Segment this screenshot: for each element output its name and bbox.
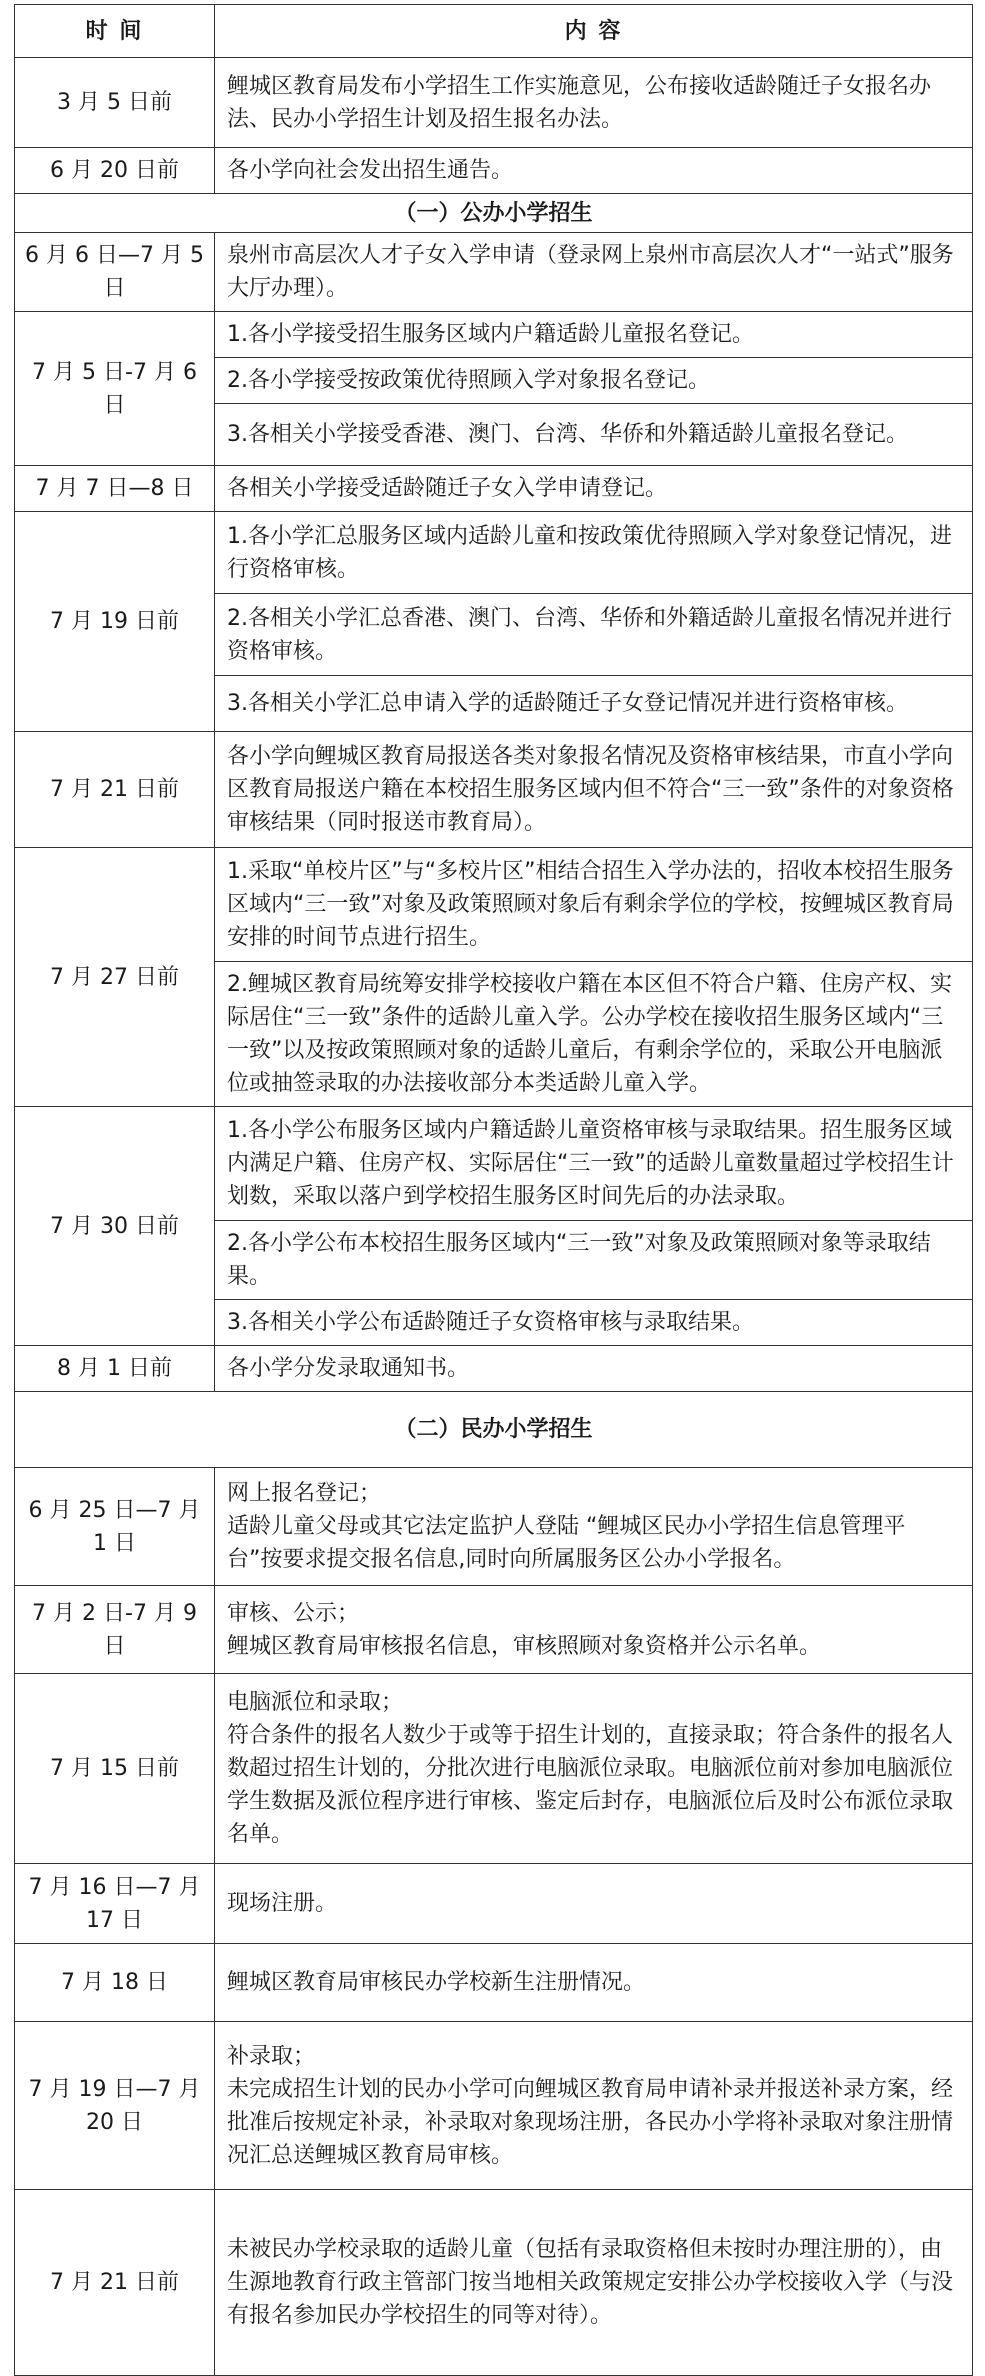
- row-content: 泉州市高层次人才子女入学申请（登录网上泉州市高层次人才“一站式”服务大厅办理）。: [215, 233, 973, 312]
- row-content: 各相关小学接受适龄随迁子女入学申请登记。: [215, 466, 973, 512]
- enrollment-schedule-table: [14, 4, 973, 2376]
- table-row: [15, 1944, 973, 2022]
- row-content: 各小学分发录取通知书。: [215, 1346, 973, 1392]
- row-content: [215, 1674, 973, 1864]
- row-line: 网上报名登记；: [227, 1481, 382, 1506]
- row-time: 7 月 15 日前: [15, 1674, 215, 1864]
- table-header-row: [15, 5, 973, 58]
- row-content: 鲤城区教育局发布小学招生工作实施意见，公布接收适龄随迁子女报名办法、民办小学招生计划及招生报名办法。: [215, 58, 973, 148]
- table-row: [15, 1107, 973, 1221]
- row-line: 未完成招生计划的民办小学可向鲤城区教育局申请补录并报送补录方案，经批准后按规定补录，补录取对象现场注册，各民办小学将补录取对象注册情况汇总送鲤城区教育局审核。: [227, 2076, 954, 2168]
- row-content: 3.各相关小学接受香港、澳门、台湾、华侨和外籍适龄儿童报名登记。: [215, 404, 973, 466]
- row-time: 3 月 5 日前: [15, 58, 215, 148]
- row-content: 1.各小学公布服务区域内户籍适龄儿童资格审核与录取结果。招生服务区域内满足户籍、住房产权、实际居住“三一致”的适龄儿童数量超过学校招生计划数，采取以落户到学校招生服务区时间先后的办法录取。: [215, 1107, 973, 1221]
- row-content: 2.各小学接受按政策优待照顾入学对象报名登记。: [215, 358, 973, 404]
- row-content: [215, 2022, 973, 2190]
- row-content: 1.各小学接受招生服务区域内户籍适龄儿童报名登记。: [215, 312, 973, 358]
- row-line: 补录取；: [227, 2043, 316, 2069]
- row-content: 3.各相关小学公布适龄随迁子女资格审核与录取结果。: [215, 1300, 973, 1346]
- row-content: 1.各小学汇总服务区域内适龄儿童和按政策优待照顾入学对象登记情况，进行资格审核。: [215, 512, 973, 594]
- table-row: [15, 2190, 973, 2376]
- table-row: [15, 233, 973, 312]
- row-line: 适龄儿童父母或其它法定监护人登陆 “鲤城区民办小学招生信息管理平台”按要求提交报名信息,同时向所属服务区公办小学报名。: [227, 1514, 906, 1572]
- table-row: [15, 58, 973, 148]
- row-content: 各小学向鲤城区教育局报送各类对象报名情况及资格审核结果，市直小学向区教育局报送户籍在本校招生服务区域内但不符合“三一致”条件的对象资格审核结果（同时报送市教育局）。: [215, 732, 973, 848]
- table-row: [15, 2022, 973, 2190]
- row-time: 6 月 25 日—7 月 1 日: [15, 1468, 215, 1586]
- row-content: 2.鲤城区教育局统筹安排学校接收户籍在本区但不符合户籍、住房产权、实际居住“三一致”条件的适龄儿童入学。公办学校在接收招生服务区域内“三一致”以及按政策照顾对象的适龄儿童后，有剩余学位的，采取公开电脑派位或抽签录取的办法接收部分本类适龄儿童入学。: [215, 962, 973, 1107]
- header-time: 时 间: [15, 5, 215, 58]
- row-content: 2.各相关小学汇总香港、澳门、台湾、华侨和外籍适龄儿童报名情况并进行资格审核。: [215, 594, 973, 676]
- table-row: [15, 732, 973, 848]
- table-row: [15, 312, 973, 358]
- row-time: 7 月 2 日-7 月 9 日: [15, 1586, 215, 1674]
- row-time: 7 月 18 日: [15, 1944, 215, 2022]
- section-title-private: （二）民办小学招生: [15, 1392, 973, 1468]
- row-line: 审核、公示；: [227, 1600, 360, 1626]
- table-row: [15, 1346, 973, 1392]
- row-time: 6 月 20 日前: [15, 148, 215, 194]
- row-content: [215, 1468, 973, 1586]
- row-line: 鲤城区教育局审核报名信息，审核照顾对象资格并公示名单。: [227, 1633, 822, 1659]
- row-time: 7 月 30 日前: [15, 1107, 215, 1346]
- row-content: [215, 1586, 973, 1674]
- row-time: 7 月 19 日—7 月 20 日: [15, 2022, 215, 2190]
- row-content: 各小学向社会发出招生通告。: [215, 148, 973, 194]
- row-time: 7 月 5 日-7 月 6 日: [15, 312, 215, 466]
- row-content: 2.各小学公布本校招生服务区域内“三一致”对象及政策照顾对象等录取结果。: [215, 1221, 973, 1300]
- row-content: 鲤城区教育局审核民办学校新生注册情况。: [215, 1944, 973, 2022]
- row-content: 1.采取“单校片区”与“多校片区”相结合招生入学办法的，招收本校招生服务区域内“三一致”对象及政策照顾对象后有剩余学位的学校，按鲤城区教育局安排的时间节点进行招生。: [215, 848, 973, 962]
- table-row: [15, 1674, 973, 1864]
- row-time: 7 月 27 日前: [15, 848, 215, 1107]
- row-time: 7 月 21 日前: [15, 2190, 215, 2376]
- table-row: [15, 512, 973, 594]
- row-time: 7 月 19 日前: [15, 512, 215, 732]
- table-row: [15, 1586, 973, 1674]
- row-content: 现场注册。: [215, 1864, 973, 1944]
- row-line: 电脑派位和录取；: [227, 1690, 404, 1715]
- table-row: [15, 148, 973, 194]
- table-row: [15, 1864, 973, 1944]
- row-line: 符合条件的报名人数少于或等于招生计划的，直接录取；符合条件的报名人数超过招生计划的，分批次进行电脑派位录取。电脑派位前对参加电脑派位学生数据及派位程序进行审核、鉴定后封存，电脑派位后及时公布派位录取名单。: [227, 1723, 954, 1847]
- table-row: [15, 466, 973, 512]
- row-content: 未被民办学校录取的适龄儿童（包括有录取资格但未按时办理注册的），由生源地教育行政主管部门按当地相关政策规定安排公办学校接收入学（与没有报名参加民办学校招生的同等对待）。: [215, 2190, 973, 2376]
- header-content: 内 容: [215, 5, 973, 58]
- section-header-row: [15, 194, 973, 233]
- row-time: 7 月 21 日前: [15, 732, 215, 848]
- row-time: 8 月 1 日前: [15, 1346, 215, 1392]
- section-header-row: [15, 1392, 973, 1468]
- section-title-public: （一）公办小学招生: [15, 194, 973, 233]
- table-row: [15, 1468, 973, 1586]
- row-time: 6 月 6 日—7 月 5 日: [15, 233, 215, 312]
- table-row: [15, 848, 973, 962]
- row-time: 7 月 7 日—8 日: [15, 466, 215, 512]
- row-content: 3.各相关小学汇总申请入学的适龄随迁子女登记情况并进行资格审核。: [215, 676, 973, 732]
- row-time: 7 月 16 日—7 月 17 日: [15, 1864, 215, 1944]
